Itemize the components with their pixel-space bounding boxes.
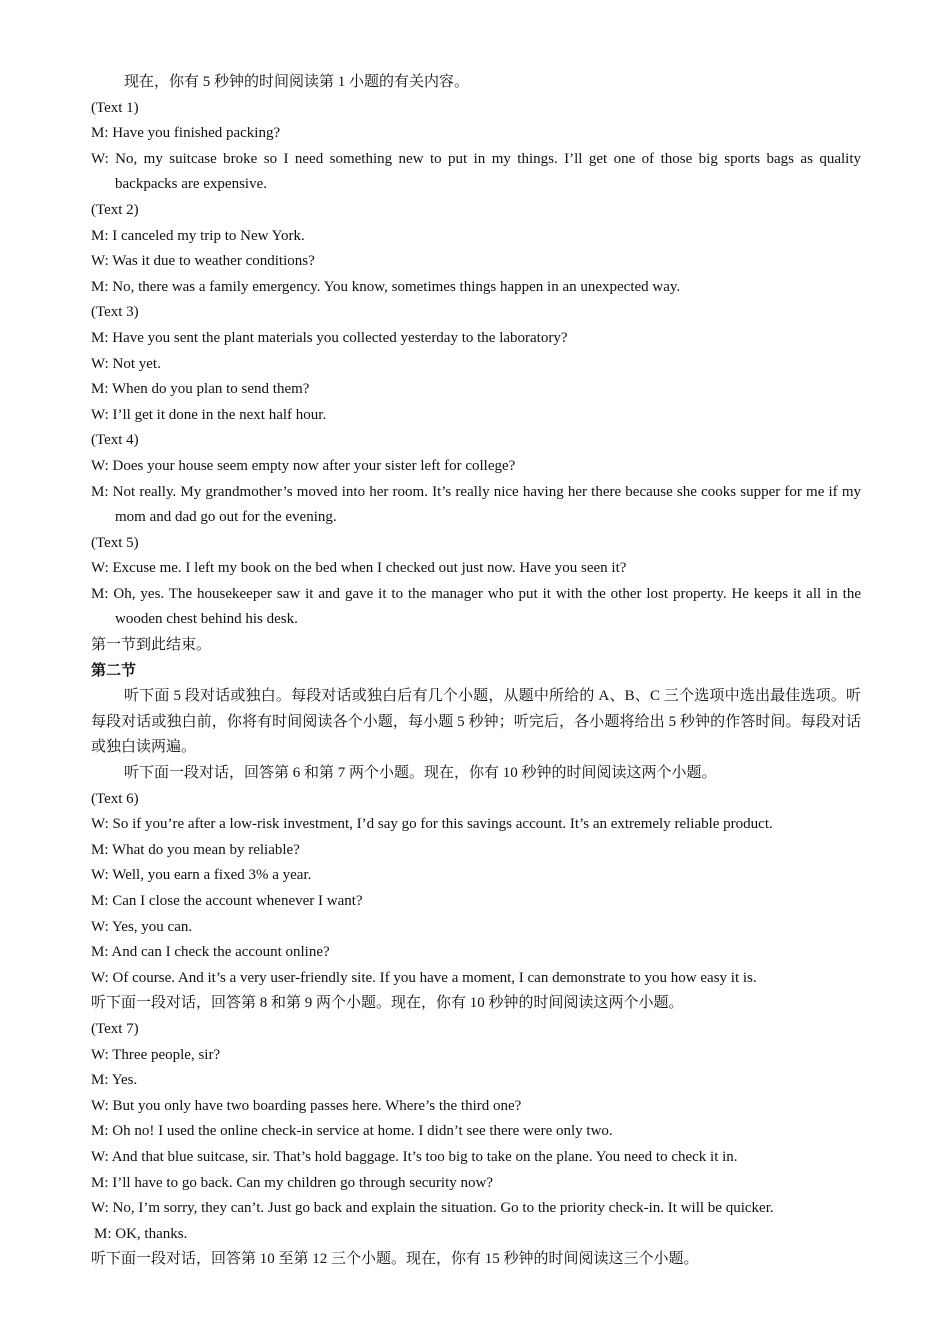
document-page bbox=[91, 70, 861, 1273]
text-heading: (Text 3) bbox=[91, 304, 139, 321]
dialogue-line: M: No, there was a family emergency. You know, sometimes things happen in an unexpected way. bbox=[91, 278, 681, 295]
instruction-line: 听下面一段对话，回答第 6 和第 7 两个小题。现在，你有 10 秒钟的时间阅读这两个小题。 bbox=[124, 765, 717, 782]
instruction-line: 听下面一段对话，回答第 8 和第 9 两个小题。现在，你有 10 秒钟的时间阅读这两个小题。 bbox=[91, 995, 684, 1012]
dialogue-line: W: Of course. And it’s a very user-friendly site. If you have a moment, I can demonstrate to you how easy it is. bbox=[91, 969, 757, 986]
dialogue-line: M: Have you sent the plant materials you collected yesterday to the laboratory? bbox=[91, 329, 568, 346]
dialogue-line: W: And that blue suitcase, sir. That’s hold baggage. It’s too big to take on the plane. You need to check it in. bbox=[91, 1148, 738, 1165]
section-instructions: 听下面 5 段对话或独白。每段对话或独白后有几个小题，从题中所给的 A、B、C 三个选项中选出最佳选项。听每段对话或独白前，你将有时间阅读各个小题，每小题 5 秒钟；听完后，各小题将给出 5 秒钟的作答时间。每段对话或独白读两遍。 bbox=[91, 688, 861, 756]
dialogue-line: M: What do you mean by reliable? bbox=[91, 841, 300, 858]
text-heading: (Text 7) bbox=[91, 1020, 139, 1037]
section-end-note: 第一节到此结束。 bbox=[91, 637, 212, 654]
text-heading: (Text 5) bbox=[91, 534, 139, 551]
dialogue-line: W: Well, you earn a fixed 3% a year. bbox=[91, 867, 312, 884]
text-heading: (Text 6) bbox=[91, 790, 139, 807]
dialogue-line: M: And can I check the account online? bbox=[91, 944, 330, 961]
text-heading: (Text 1) bbox=[91, 99, 139, 116]
instruction-line: 听下面一段对话，回答第 10 至第 12 三个小题。现在，你有 15 秒钟的时间阅读这三个小题。 bbox=[91, 1251, 699, 1268]
dialogue-line: M: Have you finished packing? bbox=[91, 125, 281, 142]
dialogue-line: W: No, my suitcase broke so I need something new to put in my things. I’ll get one of those big sports bags as quality backpacks are expensive. bbox=[91, 150, 861, 193]
section-heading: 第二节 bbox=[91, 662, 137, 679]
dialogue-line: W: Three people, sir? bbox=[91, 1046, 221, 1063]
dialogue-line: M: OK, thanks. bbox=[94, 1225, 188, 1242]
dialogue-line: M: Oh no! I used the online check-in service at home. I didn’t see there were only two. bbox=[91, 1123, 613, 1140]
dialogue-line: M: I’ll have to go back. Can my children go through security now? bbox=[91, 1174, 493, 1191]
dialogue-line: W: I’ll get it done in the next half hour. bbox=[91, 406, 327, 423]
dialogue-line: W: No, I’m sorry, they can’t. Just go back and explain the situation. Go to the priority check-in. It will be quicker. bbox=[91, 1200, 774, 1217]
dialogue-line: M: Oh, yes. The housekeeper saw it and gave it to the manager who put it with the other lost property. He keeps it all in the wooden chest behind his desk. bbox=[91, 585, 861, 628]
dialogue-line: M: When do you plan to send them? bbox=[91, 381, 310, 398]
dialogue-line: W: Excuse me. I left my book on the bed when I checked out just now. Have you seen it? bbox=[91, 560, 627, 577]
dialogue-line: W: Yes, you can. bbox=[91, 918, 193, 935]
dialogue-line: M: I canceled my trip to New York. bbox=[91, 227, 305, 244]
dialogue-line: W: So if you’re after a low-risk investment, I’d say go for this savings account. It’s an extremely reliable product. bbox=[91, 816, 773, 833]
text-heading: (Text 2) bbox=[91, 201, 139, 218]
dialogue-line: M: Can I close the account whenever I want? bbox=[91, 893, 363, 909]
text-heading: (Text 4) bbox=[91, 432, 139, 449]
dialogue-line: W: Was it due to weather conditions? bbox=[91, 253, 315, 270]
dialogue-line: W: But you only have two boarding passes here. Where’s the third one? bbox=[91, 1097, 522, 1114]
dialogue-line: M: Yes. bbox=[91, 1072, 138, 1089]
dialogue-line: W: Not yet. bbox=[91, 355, 161, 372]
dialogue-line: M: Not really. My grandmother’s moved into her room. It’s really nice having her there because she cooks supper for me if my mom and dad go out for the evening. bbox=[91, 483, 861, 526]
instruction-line: 现在，你有 5 秒钟的时间阅读第 1 小题的有关内容。 bbox=[124, 74, 470, 90]
dialogue-line: W: Does your house seem empty now after your sister left for college? bbox=[91, 457, 516, 474]
